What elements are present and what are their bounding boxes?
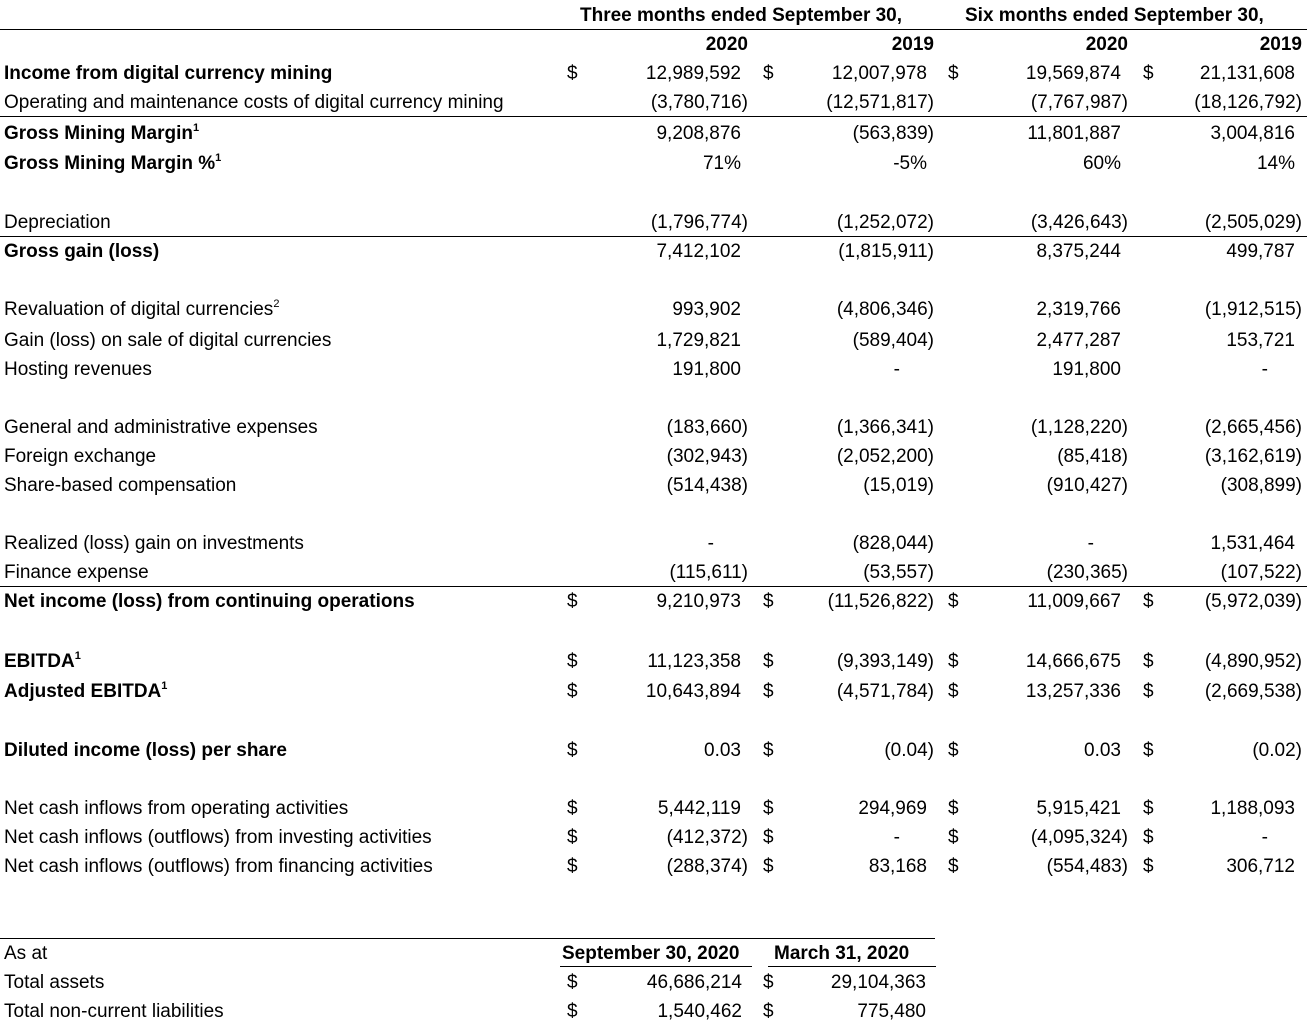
cell-value: 0.03: [704, 740, 741, 761]
cell-value: (4,890,952): [1204, 651, 1302, 672]
cell-value: (1,912,515): [1204, 299, 1302, 320]
currency-symbol: $: [567, 798, 578, 819]
currency-symbol: $: [1143, 798, 1154, 819]
balance-header-rule-2: [768, 966, 936, 967]
cell-value: 19,569,874: [1025, 63, 1121, 84]
row-label: Net income (loss) from continuing operations: [4, 591, 415, 612]
balance-as-at: As at: [4, 943, 48, 964]
balance-top-rule: [0, 938, 935, 939]
cell-value: 0.03: [1084, 740, 1121, 761]
cell-value: 9,208,876: [656, 123, 741, 144]
cell-value: (4,806,346): [836, 299, 934, 320]
cell-value: (15,019): [863, 475, 934, 496]
cell-value: -: [1261, 359, 1268, 380]
cell-value: 153,721: [1226, 330, 1295, 351]
balance-header-rule-1: [560, 966, 752, 967]
header-rule: [0, 29, 1307, 30]
cell-value: -: [893, 827, 900, 848]
cell-value: 11,801,887: [1027, 123, 1121, 144]
cell-value: (828,044): [852, 533, 934, 554]
currency-symbol: $: [948, 63, 959, 84]
cell-value: 5,915,421: [1036, 798, 1121, 819]
cell-value: (53,557): [863, 562, 934, 583]
cell-value: (4,095,324): [1030, 827, 1128, 848]
cell-value: 3,004,816: [1210, 123, 1295, 144]
year-6m-2019: 2019: [1259, 34, 1302, 55]
cell-value: (563,839): [852, 123, 934, 144]
cell-value: (3,426,643): [1030, 212, 1128, 233]
currency-symbol: $: [567, 972, 578, 993]
year-3m-2019: 2019: [891, 34, 934, 55]
cell-value: (9,393,149): [836, 651, 934, 672]
cell-value: (910,427): [1046, 475, 1128, 496]
cell-value: 191,800: [672, 359, 741, 380]
cell-value: 2,319,766: [1036, 299, 1121, 320]
currency-symbol: $: [763, 856, 774, 877]
currency-symbol: $: [763, 63, 774, 84]
cell-value: (3,162,619): [1204, 446, 1302, 467]
cell-value: 60%: [1082, 153, 1121, 174]
cell-value: (1,128,220): [1030, 417, 1128, 438]
currency-symbol: $: [948, 740, 959, 761]
row-label: Adjusted EBITDA$^1$: [4, 680, 168, 702]
cell-value: (3,780,716): [650, 92, 748, 113]
cell-value: 14%: [1256, 153, 1295, 174]
cell-value: 14,666,675: [1025, 651, 1121, 672]
cell-value: (514,438): [666, 475, 748, 496]
row-label: General and administrative expenses: [4, 417, 318, 438]
cell-value: (302,943): [666, 446, 748, 467]
cell-value: (183,660): [666, 417, 748, 438]
currency-symbol: $: [763, 798, 774, 819]
currency-symbol: $: [1143, 681, 1154, 702]
currency-symbol: $: [948, 827, 959, 848]
cell-value: (2,669,538): [1204, 681, 1302, 702]
row-label: Depreciation: [4, 212, 111, 233]
currency-symbol: $: [763, 740, 774, 761]
cell-value: 21,131,608: [1199, 63, 1295, 84]
row-label: Gross Mining Margin %$^1$: [4, 152, 222, 174]
row-label: Share-based compensation: [4, 475, 237, 496]
currency-symbol: $: [948, 681, 959, 702]
cell-value: (7,767,987): [1030, 92, 1128, 113]
cell-value: 83,168: [868, 856, 927, 877]
cell-value: -5%: [893, 153, 927, 174]
cell-value: (230,365): [1046, 562, 1128, 583]
row-label: Net cash inflows (outflows) from financing activities: [4, 856, 433, 877]
currency-symbol: $: [1143, 63, 1154, 84]
cell-value: (4,571,784): [836, 681, 934, 702]
row-label: Net cash inflows from operating activities: [4, 798, 349, 819]
cell-value: -: [1087, 533, 1094, 554]
currency-symbol: $: [1143, 651, 1154, 672]
cell-value: (589,404): [852, 330, 934, 351]
balance-row-label: Total non-current liabilities: [4, 1001, 224, 1022]
header-three-months: Three months ended September 30,: [580, 5, 903, 26]
currency-symbol: $: [763, 1001, 774, 1022]
currency-symbol: $: [948, 798, 959, 819]
currency-symbol: $: [567, 827, 578, 848]
cell-value: (554,483): [1046, 856, 1128, 877]
footnote-marker: 1: [161, 680, 168, 692]
currency-symbol: $: [763, 651, 774, 672]
currency-symbol: $: [1143, 856, 1154, 877]
cell-value: (18,126,792): [1194, 92, 1302, 113]
year-6m-2020: 2020: [1085, 34, 1128, 55]
cell-value: (0.04): [884, 740, 934, 761]
row-label: Net cash inflows (outflows) from investing activities: [4, 827, 432, 848]
row-label: Operating and maintenance costs of digital currency mining: [4, 92, 504, 113]
row-label: Hosting revenues: [4, 359, 152, 380]
currency-symbol: $: [1143, 827, 1154, 848]
cell-value: (115,611): [669, 562, 748, 583]
cell-value: (12,571,817): [826, 92, 934, 113]
rule-after-finance-expense: [0, 586, 1307, 587]
currency-symbol: $: [567, 740, 578, 761]
cell-value: -: [707, 533, 714, 554]
currency-symbol: $: [567, 651, 578, 672]
balance-row-label: Total assets: [4, 972, 105, 993]
balance-cell-value: 775,480: [857, 1001, 926, 1022]
footnote-marker: 1: [192, 122, 200, 134]
balance-header-sep-2020: September 30, 2020: [562, 943, 740, 964]
currency-symbol: $: [567, 681, 578, 702]
row-label: Gross Mining Margin$^1$: [4, 122, 200, 144]
cell-value: (5,972,039): [1204, 591, 1302, 612]
cell-value: (11,526,822): [827, 591, 934, 612]
cell-value: -: [893, 359, 900, 380]
currency-symbol: $: [1143, 740, 1154, 761]
cell-value: (2,052,200): [836, 446, 934, 467]
row-label: Foreign exchange: [4, 446, 157, 467]
cell-value: 11,123,358: [647, 651, 741, 672]
cell-value: 1,729,821: [656, 330, 741, 351]
cell-value: (107,522): [1220, 562, 1302, 583]
cell-value: 13,257,336: [1025, 681, 1121, 702]
cell-value: 1,188,093: [1210, 798, 1295, 819]
cell-value: (412,372): [666, 827, 748, 848]
currency-symbol: $: [763, 681, 774, 702]
cell-value: (2,665,456): [1204, 417, 1302, 438]
cell-value: 294,969: [858, 798, 927, 819]
row-label: Income from digital currency mining: [4, 63, 333, 84]
rule-after-operating-costs: [0, 116, 1307, 117]
cell-value: (308,899): [1220, 475, 1302, 496]
cell-value: 306,712: [1226, 856, 1295, 877]
currency-symbol: $: [1143, 591, 1154, 612]
rule-after-depreciation: [0, 236, 1307, 237]
row-label: Finance expense: [4, 562, 149, 583]
row-label: Gain (loss) on sale of digital currencies: [4, 330, 332, 351]
cell-value: -: [1261, 827, 1268, 848]
currency-symbol: $: [763, 591, 774, 612]
row-label: Revaluation of digital currencies$^2$: [4, 298, 280, 320]
balance-cell-value: 29,104,363: [830, 972, 926, 993]
row-label: Diluted income (loss) per share: [4, 740, 287, 761]
cell-value: 8,375,244: [1036, 241, 1121, 262]
cell-value: 7,412,102: [656, 241, 741, 262]
cell-value: (1,252,072): [836, 212, 934, 233]
currency-symbol: $: [948, 651, 959, 672]
cell-value: 5,442,119: [657, 798, 741, 819]
year-3m-2020: 2020: [705, 34, 748, 55]
currency-symbol: $: [948, 856, 959, 877]
row-label: Realized (loss) gain on investments: [4, 533, 304, 554]
currency-symbol: $: [567, 1001, 578, 1022]
footnote-marker: 1: [74, 650, 81, 662]
cell-value: (1,815,911): [838, 241, 934, 262]
cell-value: 1,531,464: [1210, 533, 1295, 554]
header-six-months: Six months ended September 30,: [965, 5, 1264, 26]
currency-symbol: $: [763, 827, 774, 848]
cell-value: 9,210,973: [656, 591, 741, 612]
cell-value: (1,366,341): [836, 417, 934, 438]
cell-value: 71%: [702, 153, 741, 174]
cell-value: (1,796,774): [650, 212, 748, 233]
balance-cell-value: 46,686,214: [646, 972, 742, 993]
cell-value: 2,477,287: [1036, 330, 1121, 351]
cell-value: 499,787: [1226, 241, 1295, 262]
cell-value: 10,643,894: [645, 681, 741, 702]
cell-value: 12,007,978: [831, 63, 927, 84]
currency-symbol: $: [567, 856, 578, 877]
currency-symbol: $: [567, 591, 578, 612]
cell-value: 11,009,667: [1027, 591, 1121, 612]
row-label: Gross gain (loss): [4, 241, 160, 262]
footnote-marker: 1: [215, 152, 222, 164]
cell-value: (0.02): [1252, 740, 1302, 761]
row-label: EBITDA$^1$: [4, 650, 81, 672]
balance-header-mar-2020: March 31, 2020: [774, 943, 910, 964]
cell-value: (85,418): [1057, 446, 1128, 467]
cell-value: 993,902: [672, 299, 741, 320]
currency-symbol: $: [567, 63, 578, 84]
balance-cell-value: 1,540,462: [657, 1001, 742, 1022]
cell-value: 12,989,592: [645, 63, 741, 84]
footnote-marker: 2: [273, 298, 280, 310]
cell-value: 191,800: [1052, 359, 1121, 380]
cell-value: (2,505,029): [1204, 212, 1302, 233]
currency-symbol: $: [763, 972, 774, 993]
cell-value: (288,374): [666, 856, 748, 877]
currency-symbol: $: [948, 591, 959, 612]
